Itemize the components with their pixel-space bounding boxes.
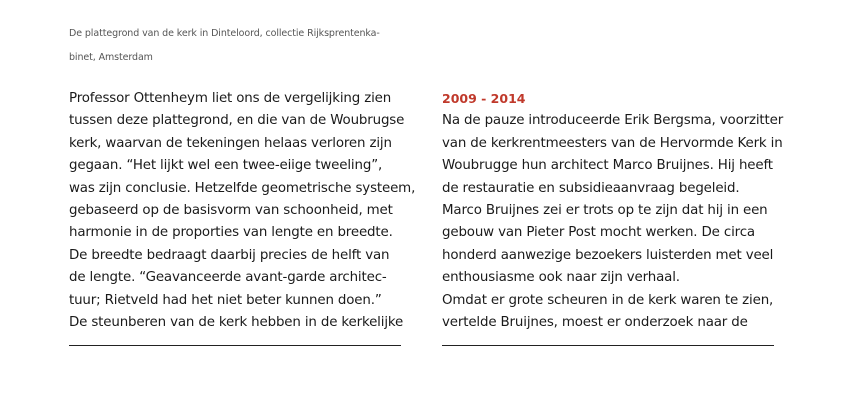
divider-rule-left [69,345,401,346]
section-heading: 2009 - 2014 [442,91,526,106]
paragraph-line: Omdat er grote scheuren in de kerk waren te zien, [442,292,774,308]
paragraph-line: honderd aanwezige bezoekers luisterden met veel [442,247,774,263]
paragraph-line: vertelde Bruijnes, moest er onderzoek naar de [442,315,748,331]
paragraph-line: gegaan. “Het lijkt wel een twee-eiige tweeling”, [69,158,383,174]
paragraph-line: de restauratie en subsidieaanvraag begeleid. [442,180,740,196]
paragraph-line: van de kerkrentmeesters van de Hervormde Kerk in [442,135,783,151]
paragraph-line: Professor Ottenheym liet ons de vergelijking zien [69,91,392,106]
paragraph-line: was zijn conclusie. Hetzelfde geometrische systeem, [69,180,416,196]
paragraph-line: Woubrugge hun architect Marco Bruijnes. Hij heeft [442,158,773,174]
paragraph-line: kerk, waarvan de tekeningen helaas verloren zijn [69,135,392,151]
paragraph-line: De steunberen van de kerk hebben in de kerkelijke [69,315,404,331]
divider-rule-right [442,345,774,346]
paragraph-line: Marco Bruijnes zei er trots op te zijn dat hij in een [442,203,768,219]
paragraph-line: tuur; Rietveld had het niet beter kunnen doen.” [69,292,382,308]
paragraph-line: De breedte bedraagt daarbij precies de helft van [69,247,390,263]
caption-line: De plattegrond van de kerk in Dinteloord, collectie Rijksprentenka- [69,28,380,39]
paragraph-line: de lengte. “Geavanceerde avant-garde architec- [69,270,387,286]
left-text-column [69,88,414,334]
paragraph-line: gebouw van Pieter Post mocht werken. De circa [442,225,755,241]
caption-line: binet, Amsterdam [69,52,153,63]
image-caption [69,22,414,70]
paragraph-line: harmonie in de proporties van lengte en breedte. [69,225,393,241]
paragraph-line: tussen deze plattegrond, en die van de Woubrugse [69,113,405,129]
paragraph-line: Na de pauze introduceerde Erik Bergsma, voorzitter [442,113,784,129]
paragraph-line: gebaseerd op de basisvorm van schoonheid, met [69,203,393,219]
right-text-column [442,88,787,334]
paragraph-line: enthousiasme ook naar zijn verhaal. [442,270,680,286]
